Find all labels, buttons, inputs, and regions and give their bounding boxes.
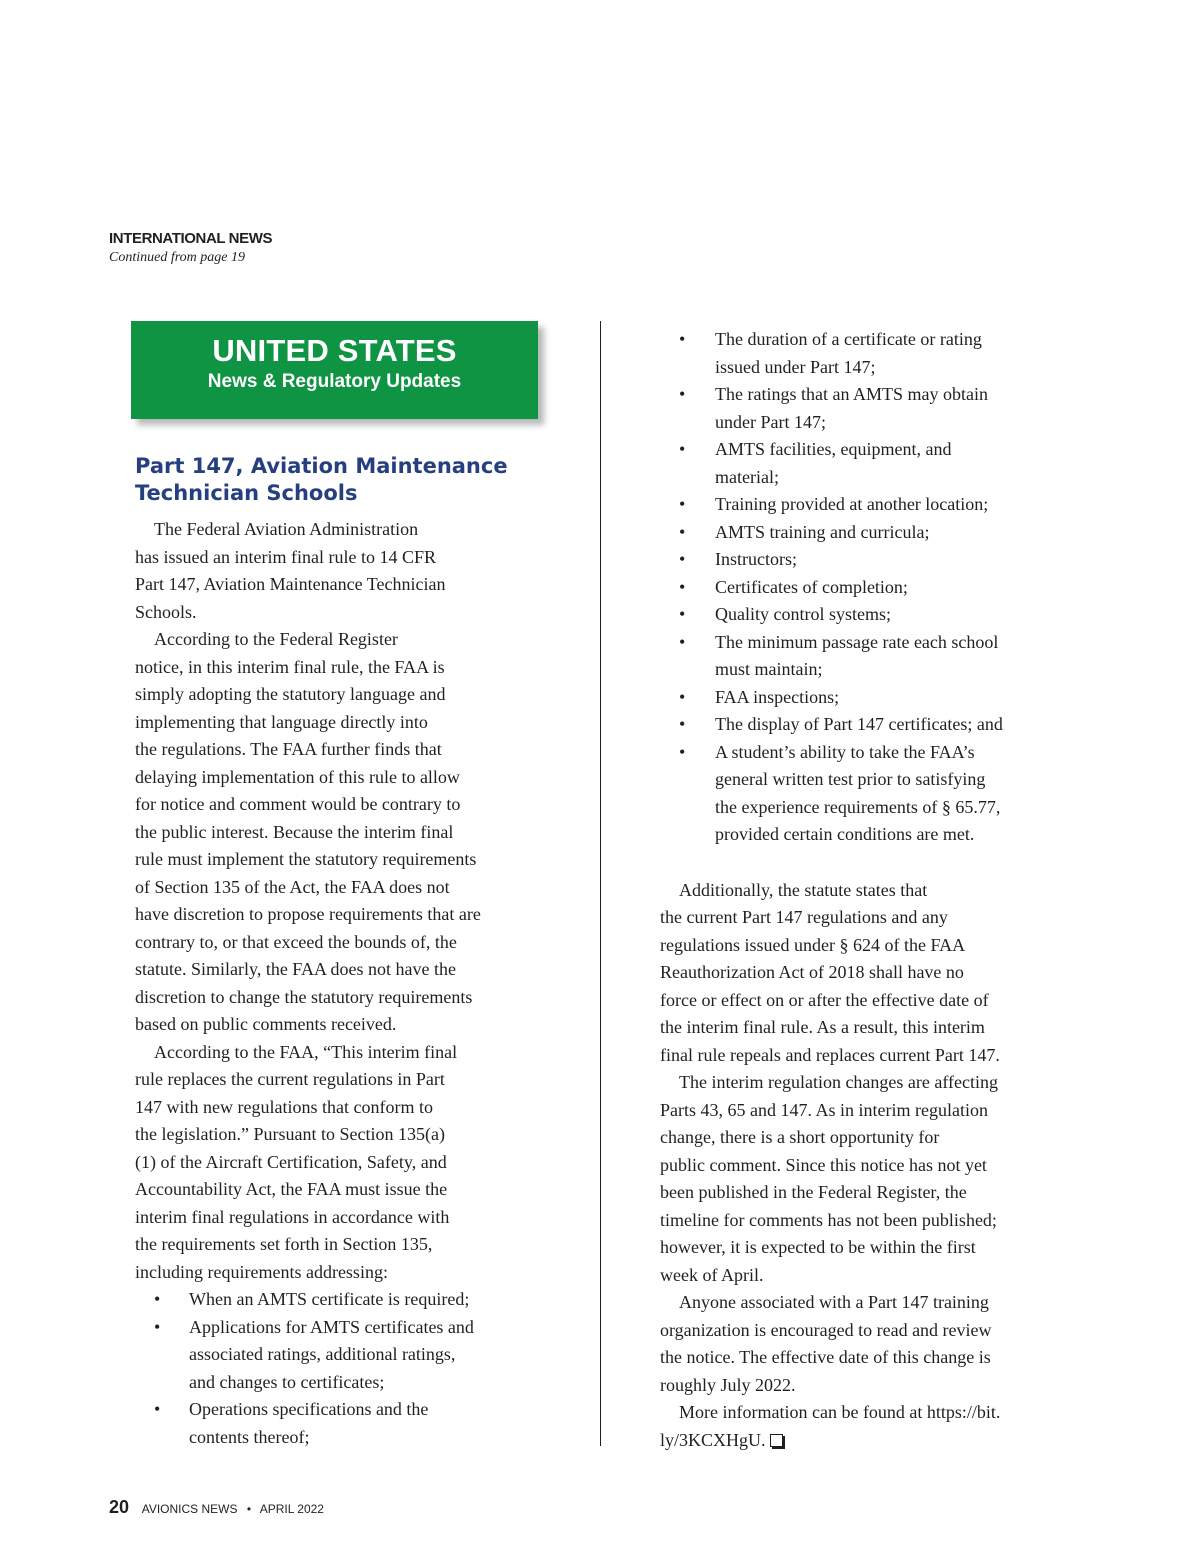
left-column: [135, 453, 540, 1451]
end-mark-icon: [770, 1434, 783, 1447]
banner-title: UNITED STATES: [212, 333, 457, 368]
paragraph: Additionally, the statute states that the current Part 147 regulations and any regulations issued under § 624 of the FAA Reauthorization Act of 2018 shall have no force or effect on or after the effective date of the interim final rule. As a result, this interim final rule repeals and replaces current Part 147.: [660, 879, 1000, 1065]
requirements-list-right: [660, 326, 1070, 849]
article-title: Part 147, Aviation Maintenance Technician Schools: [135, 454, 508, 505]
list-item: • The ratings that an AMTS may obtain under Part 147;: [660, 381, 1070, 436]
bullet-icon: •: [679, 714, 686, 734]
list-item: • AMTS facilities, equipment, and material;: [660, 436, 1070, 491]
more-info-text: More information can be found at https://bit. ly/3KCXHgU.: [660, 1402, 1001, 1450]
bullet-icon: •: [679, 576, 686, 597]
bullet-icon: •: [679, 439, 686, 459]
bullet-icon: •: [154, 1316, 161, 1337]
continued-note: Continued from page 19: [109, 250, 245, 265]
bullet-icon: •: [679, 549, 686, 569]
list-item: • The duration of a certificate or rating issued under Part 147;: [660, 326, 1070, 381]
region-banner: [131, 321, 538, 419]
issue-date: APRIL 2022: [259, 1502, 324, 1516]
bullet-icon: •: [679, 604, 686, 624]
paragraph: According to the FAA, “This interim final rule replaces the current regulations in Part 147 with new regulations that conform to the legislation.” Pursuant to Section 135(a) (1) of the Aircraft Certification, Safety, and Accountability Act, the FAA must issue the interim final regulations in accordance with the requirements set forth in Section 135, including requirements addressing:: [135, 1041, 458, 1282]
bullet-icon: •: [679, 631, 686, 652]
list-item: • Instructors;: [660, 546, 1070, 574]
list-item: • The minimum passage rate each school must maintain;: [660, 629, 1070, 684]
list-item: • Applications for AMTS certificates and associated ratings, additional ratings, and changes to certificates;: [135, 1314, 540, 1397]
list-item: • Certificates of completion;: [660, 574, 1070, 602]
list-item: • FAA inspections;: [660, 684, 1070, 712]
paragraph: The Federal Aviation Administration has issued an interim final rule to 14 CFR Part 147, Aviation Maintenance Technician Schools.: [135, 519, 446, 622]
bullet-icon: •: [679, 521, 686, 542]
requirements-list-left: [135, 1286, 540, 1451]
list-item: • A student’s ability to take the FAA’s general written test prior to satisfying the experience requirements of § 65.77, provided certain conditions are met.: [660, 739, 1070, 849]
bullet-icon: •: [679, 384, 686, 404]
section-title: INTERNATIONAL NEWS: [109, 230, 273, 247]
right-column: [660, 326, 1070, 1454]
bullet-icon: •: [154, 1289, 161, 1309]
column-divider: [600, 321, 601, 1446]
paragraph: The interim regulation changes are affecting Parts 43, 65 and 147. As in interim regulation change, there is a short opportunity for public comment. Since this notice has not yet been published in the Federal Register, the timeline for comments has not been published; however, it is expected to be within the first week of April.: [660, 1072, 999, 1285]
bullet-icon: •: [679, 494, 686, 514]
list-item: • AMTS training and curricula;: [660, 519, 1070, 547]
paragraph: According to the Federal Register notice, in this interim final rule, the FAA is simply adopting the statutory language and implementing that language directly into the regulations. The FAA further finds that delaying implementation of this rule to allow for notice and comment would be contrary to the public interest. Because the interim final rule must implement the statutory requirements of Section 135 of the Act, the FAA does not have discretion to propose requirements that are contrary to, or that exceed the bounds of, the statute. Similarly, the FAA does not have the discretion to change the statutory requirements based on public comments received.: [135, 629, 481, 1034]
footer-separator: •: [246, 1502, 252, 1516]
list-item: • Training provided at another location;: [660, 491, 1070, 519]
bullet-icon: •: [679, 329, 686, 349]
list-item: • The display of Part 147 certificates; and: [660, 711, 1070, 739]
paragraph-final: [660, 1399, 1070, 1454]
list-item: • When an AMTS certificate is required;: [135, 1286, 540, 1314]
publication-name: AVIONICS NEWS: [141, 1502, 238, 1516]
list-item: • Operations specifications and the contents thereof;: [135, 1396, 540, 1451]
paragraph: Anyone associated with a Part 147 training organization is encouraged to read and review the notice. The effective date of this change is roughly July 2022.: [660, 1292, 992, 1395]
bullet-icon: •: [154, 1399, 161, 1419]
section-header: [109, 229, 272, 267]
banner-subtitle: News & Regulatory Updates: [207, 371, 462, 392]
bullet-icon: •: [679, 686, 686, 707]
bullet-icon: •: [679, 741, 686, 762]
list-item: • Quality control systems;: [660, 601, 1070, 629]
page-number: 20: [109, 1497, 130, 1517]
page-footer: [109, 1497, 324, 1518]
